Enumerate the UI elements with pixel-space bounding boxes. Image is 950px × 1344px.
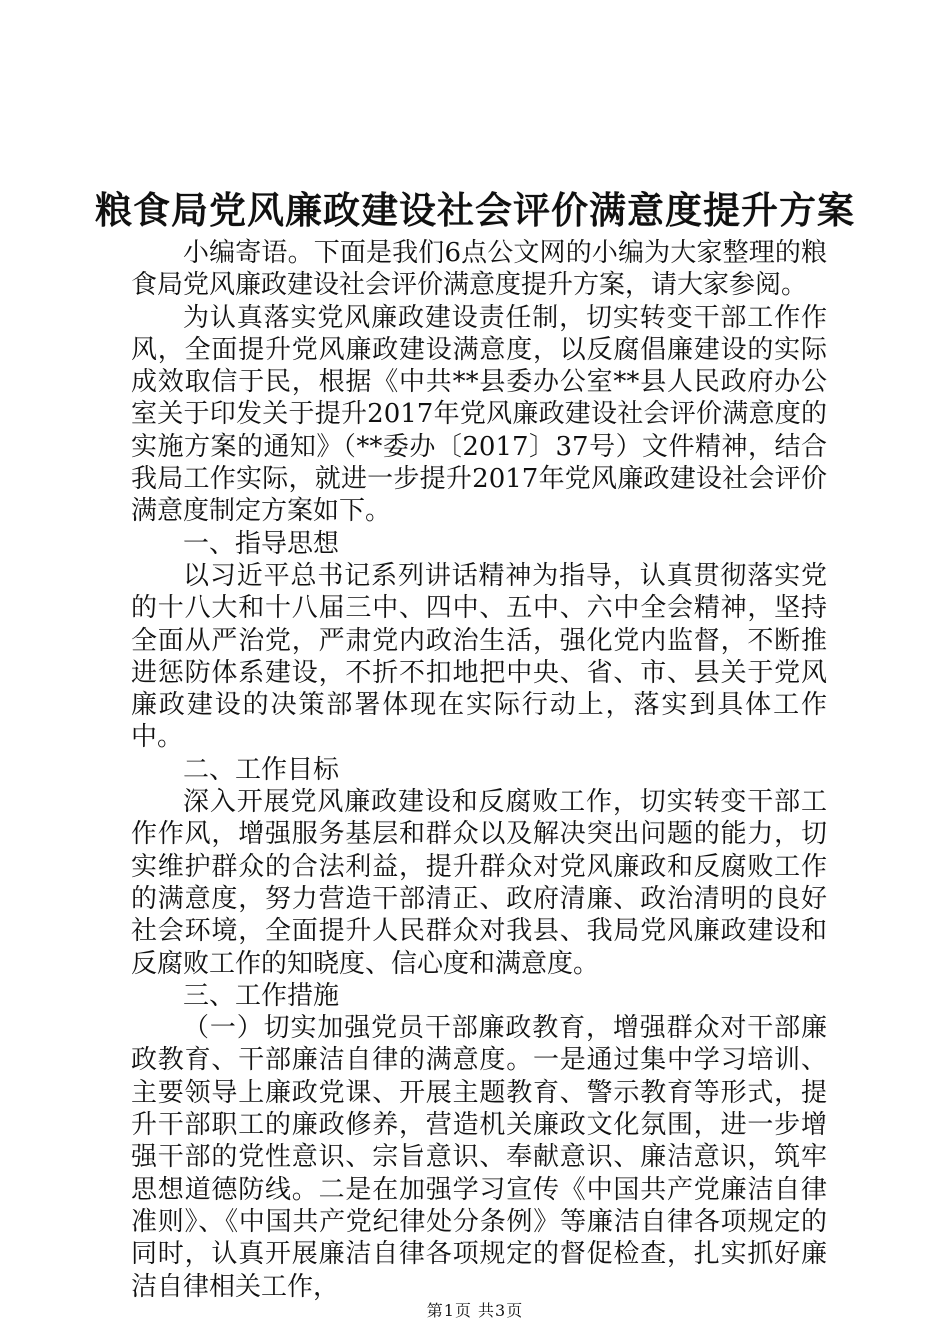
section-heading-work-goals: 二、工作目标 xyxy=(183,754,340,785)
page-number-footer: 第1页 共3页 xyxy=(426,1301,524,1320)
document-title: 粮食局党风廉政建设社会评价满意度提升方案 xyxy=(95,188,855,232)
intro-paragraph: 小编寄语。下面是我们6点公文网的小编为大家整理的粮食局党风廉政建设社会评价满意度提升方案，请大家参阅。 xyxy=(131,238,827,301)
section-heading-work-measures: 三、工作措施 xyxy=(183,980,340,1011)
guiding-thought-paragraph: 以习近平总书记系列讲话精神为指导，认真贯彻落实党的十八大和十八届三中、四中、五中、六中全会精神，坚持全面从严治党，严肃党内政治生活，强化党内监督，不断推进惩防体系建设，不折不扣地把中央、省、市、县关于党风廉政建设的决策部署体现在实际行动上，落实到具体工作中。 xyxy=(131,560,827,753)
preamble-paragraph: 为认真落实党风廉政建设责任制，切实转变干部工作作风，全面提升党风廉政建设满意度，以反腐倡廉建设的实际成效取信于民，根据《中共**县委办公室**县人民政府办公室关于印发关于提升2017年党风廉政建设社会评价满意度的实施方案的通知》（**委办〔2017〕37号）文件精神，结合我局工作实际，就进一步提升2017年党风廉政建设社会评价满意度制定方案如下。 xyxy=(131,302,827,527)
work-goals-paragraph: 深入开展党风廉政建设和反腐败工作，切实转变干部工作作风，增强服务基层和群众以及解决突出问题的能力，切实维护群众的合法利益，提升群众对党风廉政和反腐败工作的满意度，努力营造干部清正、政府清廉、政治清明的良好社会环境，全面提升人民群众对我县、我局党风廉政建设和反腐败工作的知晓度、信心度和满意度。 xyxy=(131,787,827,979)
section-heading-guiding-thought: 一、指导思想 xyxy=(183,528,340,559)
work-measures-paragraph: （一）切实加强党员干部廉政教育，增强群众对干部廉政教育、干部廉洁自律的满意度。一是通过集中学习培训、主要领导上廉政党课、开展主题教育、警示教育等形式，提升干部职工的廉政修养，营造机关廉政文化氛围，进一步增强干部的党性意识、宗旨意识、奉献意识、廉洁意识，筑牢思想道德防线。二是在加强学习宣传《中国共产党廉洁自律准则》、《中国共产党纪律处分条例》等廉洁自律各项规定的同时，认真开展廉洁自律各项规定的督促检查，扎实抓好廉洁自律相关工作， xyxy=(131,1013,827,1302)
document-body xyxy=(131,237,827,1303)
